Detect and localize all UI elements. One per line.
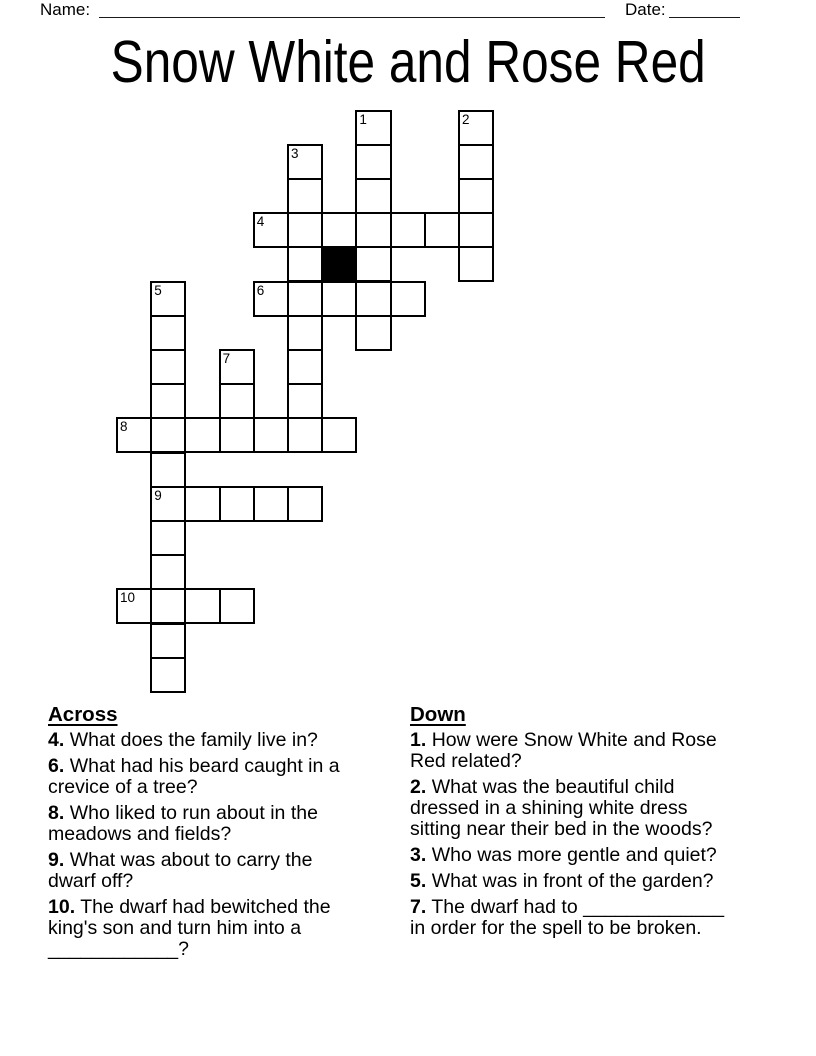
grid-cell-r1c7[interactable] — [355, 144, 391, 180]
grid-cell-r3c9[interactable] — [424, 212, 460, 248]
grid-cell-r11c2[interactable] — [184, 486, 220, 522]
clue-text: king's son and turn him into a — [48, 917, 302, 939]
grid-cell-r6c7[interactable] — [355, 315, 391, 351]
across-clue-9 — [48, 850, 400, 892]
grid-cell-r9c6[interactable] — [321, 417, 357, 453]
date-input-line[interactable] — [669, 0, 740, 18]
cell-number-4: 4 — [256, 214, 265, 230]
grid-cell-r3c10[interactable] — [458, 212, 494, 248]
grid-cell-r5c8[interactable] — [390, 281, 426, 317]
clue-text: sitting near their bed in the woods? — [410, 818, 713, 840]
down-clue-5 — [410, 871, 790, 892]
grid-cell-r3c7[interactable] — [355, 212, 391, 248]
clue-text: ____________? — [48, 938, 189, 960]
grid-cell-r14c0[interactable] — [116, 588, 152, 624]
clue-line — [410, 730, 790, 751]
cell-number-1: 1 — [359, 111, 367, 127]
grid-cell-r6c5[interactable] — [287, 315, 323, 351]
down-clue-list — [410, 730, 790, 939]
clue-text: What was the beautiful child — [431, 776, 675, 798]
across-clues-section — [48, 702, 400, 960]
clue-text: What was about to carry the — [69, 849, 313, 871]
clue-line — [48, 850, 400, 871]
across-heading: Across — [48, 703, 118, 726]
clue-number: 3. — [410, 844, 427, 866]
grid-cell-r3c5[interactable] — [287, 212, 323, 248]
cell-number-6: 6 — [256, 282, 265, 298]
clue-line — [410, 897, 790, 918]
grid-cell-r7c3[interactable] — [219, 349, 255, 385]
clue-text: in order for the spell to be broken. — [410, 917, 702, 939]
grid-cell-r4c10[interactable] — [458, 246, 494, 282]
grid-cell-r1c10[interactable] — [458, 144, 494, 180]
clue-text: What had his beard caught in a — [69, 755, 340, 777]
grid-cell-r7c5[interactable] — [287, 349, 323, 385]
clue-text: The dwarf had to _____________ — [431, 896, 725, 918]
grid-cell-r11c1[interactable] — [150, 486, 186, 522]
grid-cell-r12c1[interactable] — [150, 520, 186, 556]
clue-line — [48, 756, 400, 777]
across-clue-8 — [48, 803, 400, 845]
cell-number-3: 3 — [291, 145, 299, 161]
grid-cell-r5c1[interactable] — [150, 281, 186, 317]
grid-cell-r3c6[interactable] — [321, 212, 357, 248]
grid-cell-r14c3[interactable] — [219, 588, 255, 624]
name-input-line[interactable] — [99, 0, 605, 18]
grid-cell-r11c3[interactable] — [219, 486, 255, 522]
grid-cell-r0c7[interactable] — [355, 110, 391, 146]
grid-cell-r4c7[interactable] — [355, 246, 391, 282]
grid-cell-r0c10[interactable] — [458, 110, 494, 146]
cell-number-10: 10 — [120, 590, 136, 606]
cell-number-8: 8 — [120, 419, 128, 435]
cell-number-5: 5 — [154, 282, 162, 298]
clue-line — [410, 871, 790, 892]
clue-text: dwarf off? — [48, 870, 134, 892]
clue-text: dressed in a shining white dress — [410, 797, 688, 819]
grid-cell-r5c5[interactable] — [287, 281, 323, 317]
grid-cell-r9c4[interactable] — [253, 417, 289, 453]
page-title-text: Snow White and Rose Red — [110, 29, 706, 95]
grid-cell-r3c8[interactable] — [390, 212, 426, 248]
down-heading: Down — [410, 703, 466, 726]
grid-cell-r9c5[interactable] — [287, 417, 323, 453]
grid-cell-r11c4[interactable] — [253, 486, 289, 522]
clue-text: What does the family live in? — [69, 729, 318, 751]
grid-cell-r9c1[interactable] — [150, 417, 186, 453]
clue-text: What was in front of the garden? — [431, 870, 714, 892]
cell-number-9: 9 — [154, 487, 162, 503]
clue-number: 10. — [48, 896, 76, 918]
grid-cell-r11c5[interactable] — [287, 486, 323, 522]
across-clue-10 — [48, 897, 400, 960]
clue-text: Red related? — [410, 750, 522, 772]
grid-cell-r9c0[interactable] — [116, 417, 152, 453]
down-clue-1 — [410, 730, 790, 772]
grid-cell-r16c1[interactable] — [150, 657, 186, 693]
grid-cell-r9c2[interactable] — [184, 417, 220, 453]
crossword-grid — [116, 110, 495, 694]
across-clue-6 — [48, 756, 400, 798]
down-clue-3 — [410, 845, 790, 866]
grid-cell-r8c1[interactable] — [150, 383, 186, 419]
grid-cell-r14c2[interactable] — [184, 588, 220, 624]
clue-line — [48, 730, 400, 751]
grid-cell-r5c4[interactable] — [253, 281, 289, 317]
name-label: Name: — [40, 0, 91, 19]
clue-number: 9. — [48, 849, 65, 871]
grid-cell-r3c4[interactable] — [253, 212, 289, 248]
grid-cell-r9c3[interactable] — [219, 417, 255, 453]
clue-number: 1. — [410, 729, 427, 751]
clue-number: 2. — [410, 776, 427, 798]
grid-cell-r7c1[interactable] — [150, 349, 186, 385]
clue-line — [48, 897, 400, 918]
page-title — [0, 30, 816, 94]
down-clue-2 — [410, 777, 790, 840]
cell-number-7: 7 — [222, 350, 231, 366]
grid-cell-r2c10[interactable] — [458, 178, 494, 214]
clue-text: Who was more gentle and quiet? — [431, 844, 717, 866]
clue-line — [48, 803, 400, 824]
clue-line — [410, 777, 790, 798]
clue-number: 7. — [410, 896, 427, 918]
grid-cell-r15c1[interactable] — [150, 623, 186, 659]
clue-number: 6. — [48, 755, 65, 777]
grid-cell-r2c5[interactable] — [287, 178, 323, 214]
date-label: Date: — [625, 0, 666, 19]
across-clue-4 — [48, 730, 400, 751]
clue-text: crevice of a tree? — [48, 776, 198, 798]
down-clue-7 — [410, 897, 790, 939]
down-clues-section — [410, 702, 790, 939]
grid-cell-r8c5[interactable] — [287, 383, 323, 419]
clue-line — [410, 845, 790, 866]
clue-text: How were Snow White and Rose — [431, 729, 717, 751]
grid-cell-r10c1[interactable] — [150, 452, 186, 488]
grid-cell-r14c1[interactable] — [150, 588, 186, 624]
grid-cell-r2c7[interactable] — [355, 178, 391, 214]
grid-cell-r13c1[interactable] — [150, 554, 186, 590]
black-cell — [321, 246, 357, 282]
clue-text: The dwarf had bewitched the — [80, 896, 331, 918]
clue-number: 4. — [48, 729, 65, 751]
grid-cell-r1c5[interactable] — [287, 144, 323, 180]
clue-text: Who liked to run about in the — [69, 802, 318, 824]
grid-cell-r6c1[interactable] — [150, 315, 186, 351]
clue-number: 5. — [410, 870, 427, 892]
clue-text: meadows and fields? — [48, 823, 232, 845]
cell-number-2: 2 — [462, 111, 470, 127]
grid-cell-r8c3[interactable] — [219, 383, 255, 419]
grid-cell-r5c7[interactable] — [355, 281, 391, 317]
grid-cell-r4c5[interactable] — [287, 246, 323, 282]
grid-cell-r5c6[interactable] — [321, 281, 357, 317]
clue-number: 8. — [48, 802, 65, 824]
across-clue-list — [48, 730, 400, 960]
